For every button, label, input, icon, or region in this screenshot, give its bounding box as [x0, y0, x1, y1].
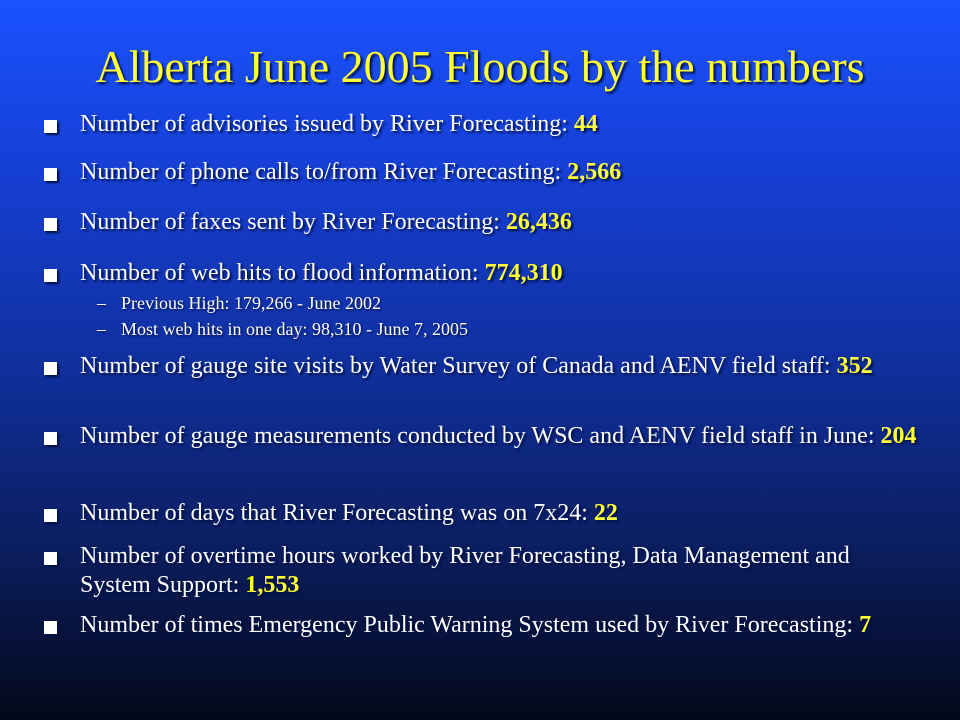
sub-bullet-text: Most web hits in one day: 98,310 - June 7, 2005 [121, 319, 468, 339]
bullet-label: Number of web hits to flood information: [80, 260, 485, 286]
bullet-label: Number of phone calls to/from River Forecasting: [80, 159, 568, 185]
bullet-text [80, 499, 924, 528]
bullet-gauge-site-visits [44, 352, 924, 381]
square-bullet-icon [44, 120, 57, 133]
square-bullet-icon [44, 269, 57, 282]
bullet-text [80, 110, 924, 139]
square-bullet-icon [44, 168, 57, 181]
bullet-text [80, 208, 924, 237]
bullet-value: 204 [880, 423, 917, 449]
bullet-text [80, 542, 924, 600]
bullet-value: 774,310 [484, 260, 563, 286]
bullet-value: 7 [859, 612, 872, 638]
bullet-value: 22 [593, 500, 618, 526]
bullet-phone-calls [44, 158, 924, 187]
bullet-text [80, 422, 924, 451]
bullet-gauge-measurements [44, 422, 924, 451]
bullet-value: 1,553 [245, 572, 300, 598]
bullet-text [80, 259, 924, 288]
bullet-faxes [44, 208, 924, 237]
sub-bullet-most-web-hits [97, 318, 468, 340]
bullet-label: Number of advisories issued by River Forecasting: [80, 111, 574, 137]
square-bullet-icon [44, 218, 57, 231]
bullet-label: Number of days that River Forecasting was on 7x24: [80, 500, 594, 526]
bullet-value: 352 [836, 353, 873, 379]
bullet-value: 26,436 [505, 209, 572, 235]
bullet-value: 2,566 [567, 159, 622, 185]
bullet-emergency-warning [44, 611, 924, 640]
bullet-label: Number of times Emergency Public Warning System used by River Forecasting: [80, 612, 860, 638]
bullet-web-hits [44, 259, 924, 288]
bullet-overtime-hours [44, 542, 924, 600]
bullet-advisories [44, 110, 924, 139]
sub-bullet-previous-high [97, 292, 381, 314]
dash-icon: – [97, 319, 106, 339]
sub-bullet-text: Previous High: 179,266 - June 2002 [121, 293, 381, 313]
bullet-label: Number of overtime hours worked by River Forecasting, Data Management and System Support: [80, 543, 850, 598]
bullet-text [80, 158, 924, 187]
square-bullet-icon [44, 509, 57, 522]
bullet-label: Number of gauge site visits by Water Survey of Canada and AENV field staff: [80, 353, 837, 379]
bullet-label: Number of gauge measurements conducted by WSC and AENV field staff in June: [80, 423, 881, 449]
bullet-text [80, 611, 924, 640]
square-bullet-icon [44, 432, 57, 445]
square-bullet-icon [44, 621, 57, 634]
dash-icon: – [97, 293, 106, 313]
bullet-label: Number of faxes sent by River Forecasting: [80, 209, 506, 235]
bullet-value: 44 [573, 111, 598, 137]
square-bullet-icon [44, 362, 57, 375]
slide-title: Alberta June 2005 Floods by the numbers [95, 41, 865, 92]
square-bullet-icon [44, 552, 57, 565]
bullet-text [80, 352, 924, 381]
bullet-days-7x24 [44, 499, 924, 528]
